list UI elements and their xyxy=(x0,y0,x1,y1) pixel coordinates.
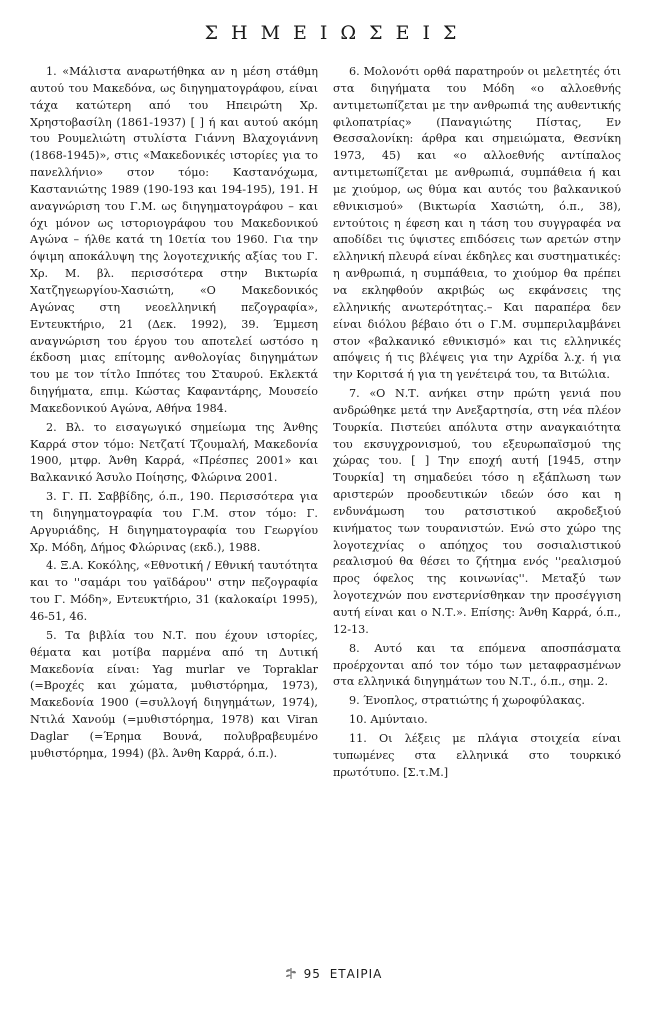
footnote-number: 8. xyxy=(349,641,360,655)
footnote-1 xyxy=(30,64,318,418)
footnote-text: «Μάλιστα αναρωτήθηκα αν η μέση στάθμη αυτού του Μακεδόνα, ως διηγηματογράφου, είναι τάχα κατώτερη από του Ηπειρώτη Χρ. Χρηστοβασίλη (1861-1937) [ ] ή και αυτού ακόμη του Ρουμελιώτη στυλίστα Γιάννη Βλαχογιάννη (1868-1945)», στις «Μακεδονικές ιστορίες για το πανελλήνιο» στον τόμο: Καστανόχωμα, Καστανιώτης 1989 (190-193 και 194-195), 191. Η αναγνώριση του Γ.Μ. ως διηγηματογράφου – και όχι μόνον ως ιστοριογράφου του Μακεδονικού Αγώνα – ήλθε κατά τη 10ετία του 1960. Για την όψιμη αποκάλυψη της λογοτεχνικής αξίας του Γ. Χρ. Μ. βλ. περισσότερα στην Βικτωρία Χατζηγεωργίου-Χασιώτη, «Ο Μακεδονικός Αγώνας στη νεοελληνική πεζογραφία», Εντευκτήριο, 21 (Δεκ. 1992), 39. Έμμεση αναγνώριση του έργου του αποτελεί ωστόσο η έκδοση μιας επίτομης ανθολογίας διηγημάτων του με τον τίτλο Ιππότες του Σταυρού. Εκλεκτά διηγήματα, επιμ. Κώστας Καφαντάρης, Μουσείο Μακεδονικού Αγώνα, Αθήνα 1984. xyxy=(30,65,318,415)
footnote-10 xyxy=(333,712,621,729)
footnote-number: 3. xyxy=(46,490,57,504)
footnote-text: Ένοπλος, στρατιώτης ή χωροφύλακας. xyxy=(363,694,585,708)
footnote-number: 7. xyxy=(349,387,360,401)
footnote-3 xyxy=(30,489,318,556)
footnote-text: Βλ. το εισαγωγικό σημείωμα της Άνθης Καρρά στον τόμο: Νετζατί Τζουμαλή, Μακεδονία 1900, μτφρ. Άνθη Καρρά, «Πρέσπες 2001» και Βαλκανικό Άσυλο Ποίησης, Φλώρινα 2001. xyxy=(30,420,318,485)
footnote-number: 2. xyxy=(46,420,57,434)
footnote-text: Ξ.Α. Κοκόλης, «Εθνοτική / Εθνική ταυτότητα και το ''σαμάρι του γαϊδάρου'' στην πεζογραφία του Γ. Μόδη», Εντευκτήριο, 31 (καλοκαίρι 1995), 46-51, 46. xyxy=(30,559,318,623)
footnote-9 xyxy=(333,693,621,710)
footnote-number: 5. xyxy=(46,628,57,642)
footnote-11 xyxy=(333,731,621,782)
footnote-6 xyxy=(333,64,621,384)
footnote-5 xyxy=(30,628,318,763)
notes-column-right xyxy=(333,64,621,783)
notes-column-left xyxy=(30,64,318,765)
footnote-number: 6. xyxy=(349,65,360,78)
page-footer xyxy=(0,966,666,981)
page-number: 95 xyxy=(303,967,321,981)
footnote-8 xyxy=(333,641,621,692)
footnote-text: Αυτό και τα επόμενα αποσπάσματα προέρχονται από τον τόμο των μεταφρασμένων στα ελληνικά διηγημάτων του Ν.Τ., ό.π., σημ. 2. xyxy=(333,641,621,689)
page-title: ΣΗΜΕΙΩΣΕΙΣ xyxy=(204,22,470,44)
footnote-text: Οι λέξεις με πλάγια στοιχεία είναι τυπωμένες στα ελληνικά στο τουρκικό πρωτότυπο. [Σ.τ.Μ.] xyxy=(333,731,622,779)
footnote-text: Αμύνταιο. xyxy=(370,713,428,727)
footnote-number: 10. xyxy=(349,713,367,727)
footnote-text: «Ο Ν.Τ. ανήκει στην πρώτη γενιά που ανδρώθηκε μετά την Ανεξαρτησία, στη νέα πλέον Τουρκία. Πιστεύει απόλυτα στην αναγκαιότητα του εκσυγχρονισμού, του εξευρωπαϊσμού της χώρας του. [ ] Την εποχή αυτή [1945, στην Τουρκία] τη σημαδεύει τόσο η εξάπλωση των αριστερών προοδευτικών ιδεών όσο και η ενδυνάμωση του ρατσιστικού ακροδεξιού κινήματος των τουρανιστών. Ενώ στο χώρο της λογοτεχνίας ο απόηχος του σοσιαλιστικού ρεαλισμού θα θέσει το ζήτημα ενός ''ρεαλισμού προς όφελος της κοινωνίας''. Μεταξύ των λογοτεχνών που ενστερνίσθηκαν την προσέγγιση αυτή είναι και ο Ν.Τ.». Επίσης: Άνθη Καρρά, ό.π., 12-13. xyxy=(333,387,621,636)
footnote-number: 9. xyxy=(349,694,360,708)
footnote-text: Τα βιβλία του Ν.Τ. που έχουν ιστορίες, θέματα και μοτίβα παρμένα από τη Δυτική Μακεδονία είναι: Yag murlar ve Topraklar (=Βροχές και χώματα, μυθιστόρημα, 1973), Μακεδονία 1900 (=συλλογή διηγημάτων, 1974), Ντιλά Χανούμ (=μυθιστόρημα, 1978) και Viran Daglar (=Έρημα Βουνά, πολυβραβευμένο μυθιστόρημα, 1994) (βλ. Άνθη Καρρά, ό.π.). xyxy=(30,628,318,760)
leaf-emblem-icon xyxy=(284,966,298,980)
footnote-number: 4. xyxy=(46,559,57,573)
footnote-4 xyxy=(30,558,318,625)
footnote-number: 1. xyxy=(46,65,57,78)
journal-name: ΕΤΑΙΡΙΑ xyxy=(329,967,383,981)
footnote-text: Μολονότι ορθά παρατηρούν οι μελετητές ότι στα διηγήματα του Μόδη «ο αλλοεθνής αντιμετωπίζεται με την ανθρωπιά της αυθεντικής φιλοπατρίας» (Παναγιώτης Πίστας, Εν Θεσσαλονίκη: άρθρα και σημειώματα, Θεσνίκη 1973, 45) και «ο αλλοεθνής αντίπαλος αντιμετωπίζεται με ανθρωπιά, συμπάθεια ή και με χιούμορ, ως θύμα και αυτός του βαλκανικού εθνικισμού» (Βικτωρία Χασιώτη, ό.π., 38), εντούτοις η έφεση και η τάση του συγγραφέα να αποδίδει τις ύψιστες επιδόσεις των αρετών στην ελληνική πλευρά είναι έκδηλες και συστηματικές: η ανθρωπιά, η συμπάθεια, το χιούμορ θα πρέπει να εκληφθούν ακριβώς ως εκφάνσεις της ελληνικής ανωτερότητας.– Και παραπέρα δεν είναι διόλου βέβαιο ότι ο Γ.Μ. συμπεριλαμβάνει στον «βαλκανικό εθνικισμό» και τις ελληνικές απόψεις ή τις βλέψεις για την Αχρίδα λ.χ. ή για την Κοριτσά ή για τη γενέτειρά του, τα Βιτώλια. xyxy=(333,65,621,382)
footnote-2 xyxy=(30,420,318,487)
footnote-number: 11. xyxy=(349,731,367,745)
footnote-7 xyxy=(333,386,621,639)
footnote-text: Γ. Π. Σαββίδης, ό.π., 190. Περισσότερα για τη διηγηματογραφία του Γ.Μ. στον τόμο: Γ. Αργυριάδης, Η διηγηματογραφία του Γεωργίου Χρ. Μόδη, Δήμος Φλώρινας (εκδ.), 1988. xyxy=(30,490,318,554)
